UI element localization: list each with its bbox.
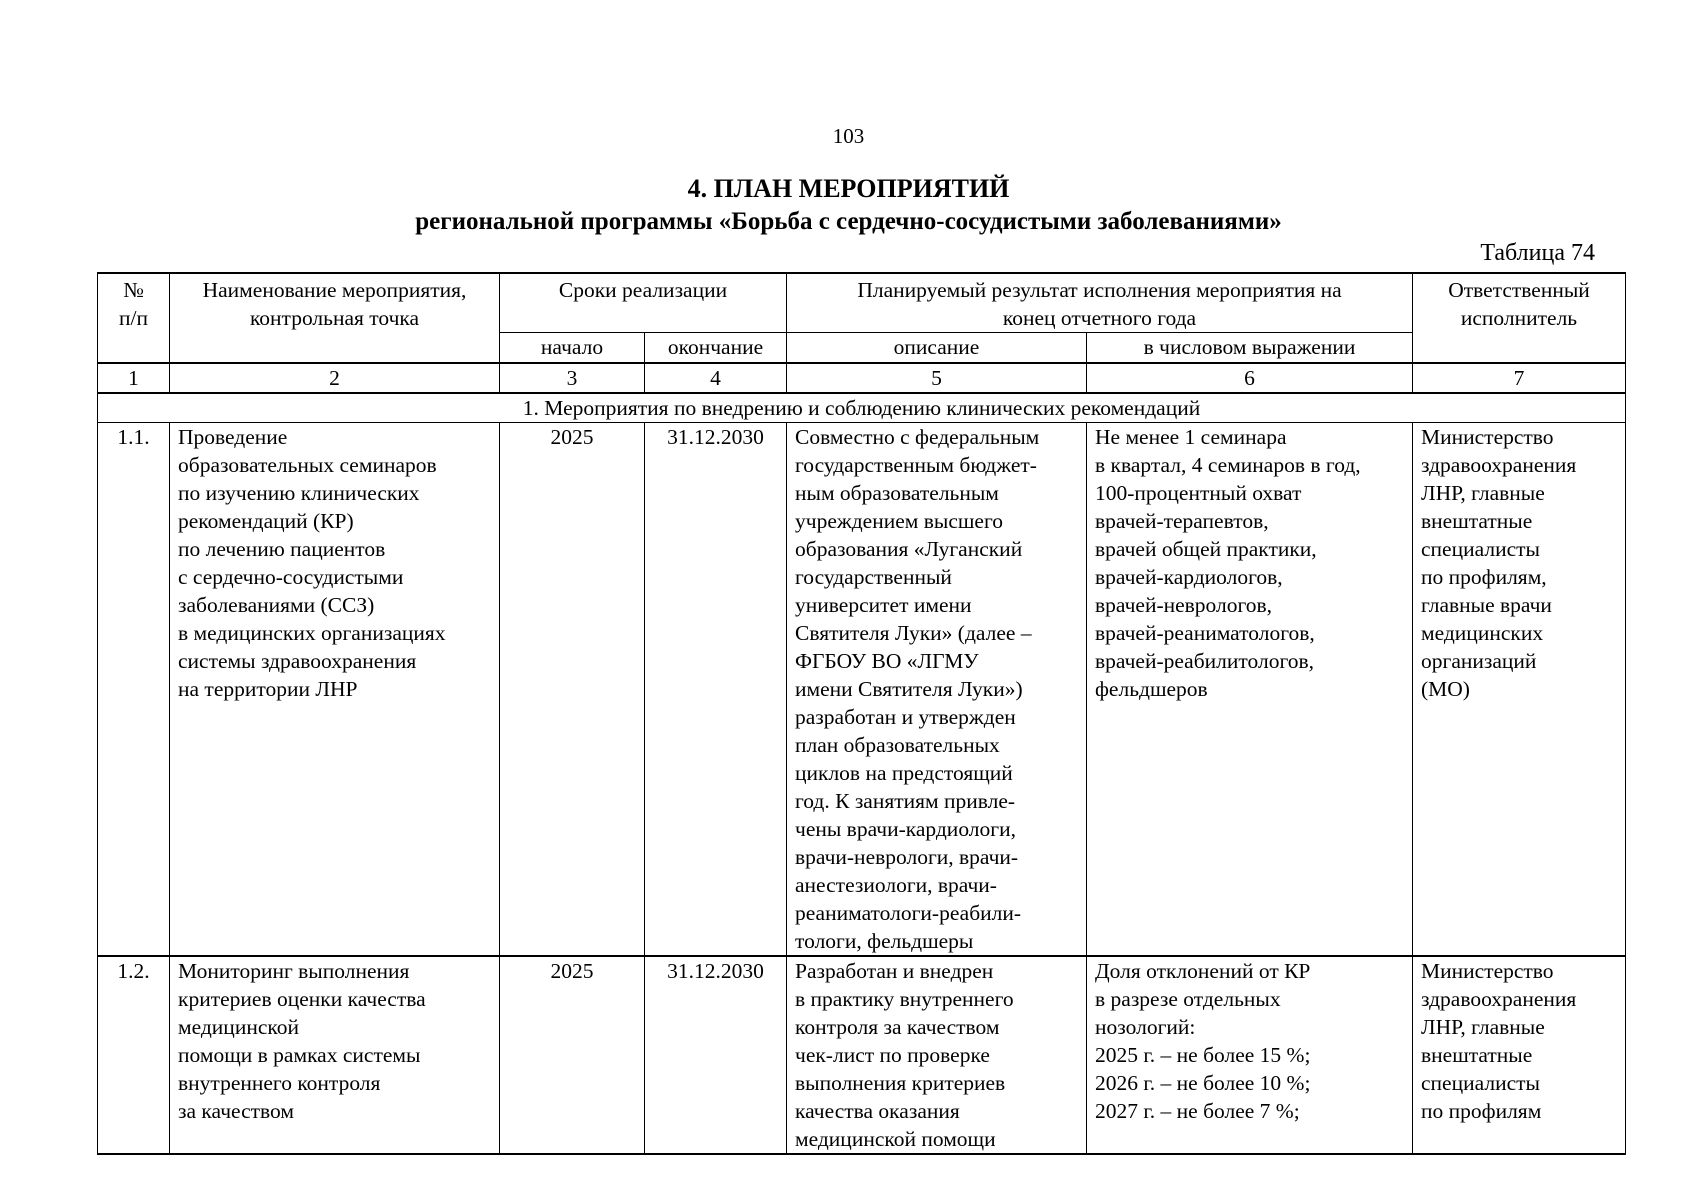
- row-description: Совместно с федеральным государственным бюджет- ным образовательным учреждением высшего образования «Луганский государственный университет имени Святителя Луки» (далее – ФГБОУ ВО «ЛГМУ имени Святителя Луки») разработан и утвержден план образовательных циклов на предстоящий год. К занятиям привле- чены врачи-кардиологи, врачи-неврологи, врачи- анестезиологи, врачи- реаниматологи-реабили- тологи, фельдшеры: [787, 422, 1087, 956]
- header-responsible: Ответственный исполнитель: [1413, 273, 1626, 363]
- row-numeric: Доля отклонений от КР в разрезе отдельных нозологий: 2025 г. – не более 15 %; 2026 г. – не более 10 %; 2027 г. – не более 7 %;: [1087, 956, 1413, 1154]
- document-subtitle: региональной программы «Борьба с сердечно-сосудистыми заболеваниями»: [415, 208, 1282, 235]
- column-number: 6: [1087, 363, 1413, 393]
- table-row: [98, 956, 1626, 1154]
- table-row: [98, 422, 1626, 956]
- row-description: Разработан и внедрен в практику внутреннего контроля за качеством чек-лист по проверке выполнения критериев качества оказания медицинской помощи: [787, 956, 1087, 1154]
- column-number: 4: [645, 363, 787, 393]
- row-responsible: Министерство здравоохранения ЛНР, главные внештатные специалисты по профилям, главные врачи медицинских организаций (МО): [1413, 422, 1626, 956]
- page-number: 103: [832, 124, 865, 148]
- row-responsible: Министерство здравоохранения ЛНР, главные внештатные специалисты по профилям: [1413, 956, 1626, 1154]
- row-name: Мониторинг выполнения критериев оценки качества медицинской помощи в рамках системы внутреннего контроля за качеством: [170, 956, 500, 1154]
- header-end: окончание: [645, 333, 787, 363]
- row-end: 31.12.2030: [645, 422, 787, 956]
- row-start: 2025: [500, 422, 645, 956]
- column-number: 3: [500, 363, 645, 393]
- column-number: 7: [1413, 363, 1626, 393]
- row-numeric: Не менее 1 семинара в квартал, 4 семинаров в год, 100-процентный охват врачей-терапевтов, врачей общей практики, врачей-кардиологов, врачей-неврологов, врачей-реаниматологов, врачей-реабилитологов, фельдшеров: [1087, 422, 1413, 956]
- header-terms: Сроки реализации: [500, 273, 787, 333]
- row-end: 31.12.2030: [645, 956, 787, 1154]
- row-num: 1.1.: [98, 422, 170, 956]
- row-num: 1.2.: [98, 956, 170, 1154]
- section-heading: 1. Мероприятия по внедрению и соблюдению клинических рекомендаций: [98, 393, 1626, 423]
- header-num: № п/п: [98, 273, 170, 363]
- header-start: начало: [500, 333, 645, 363]
- row-start: 2025: [500, 956, 645, 1154]
- table-label: Таблица 74: [1480, 240, 1595, 266]
- column-number: 2: [170, 363, 500, 393]
- header-result: Планируемый результат исполнения мероприятия на конец отчетного года: [787, 273, 1413, 333]
- column-number: 1: [98, 363, 170, 393]
- plan-table: [97, 272, 1626, 1155]
- header-description: описание: [787, 333, 1087, 363]
- header-name: Наименование мероприятия, контрольная точка: [170, 273, 500, 363]
- column-number: 5: [787, 363, 1087, 393]
- document-title: 4. ПЛАН МЕРОПРИЯТИЙ: [687, 174, 1010, 203]
- header-numeric: в числовом выражении: [1087, 333, 1413, 363]
- row-name: Проведение образовательных семинаров по изучению клинических рекомендаций (КР) по лечению пациентов с сердечно-сосудистыми заболеваниями (ССЗ) в медицинских организациях системы здравоохранения на территории ЛНР: [170, 422, 500, 956]
